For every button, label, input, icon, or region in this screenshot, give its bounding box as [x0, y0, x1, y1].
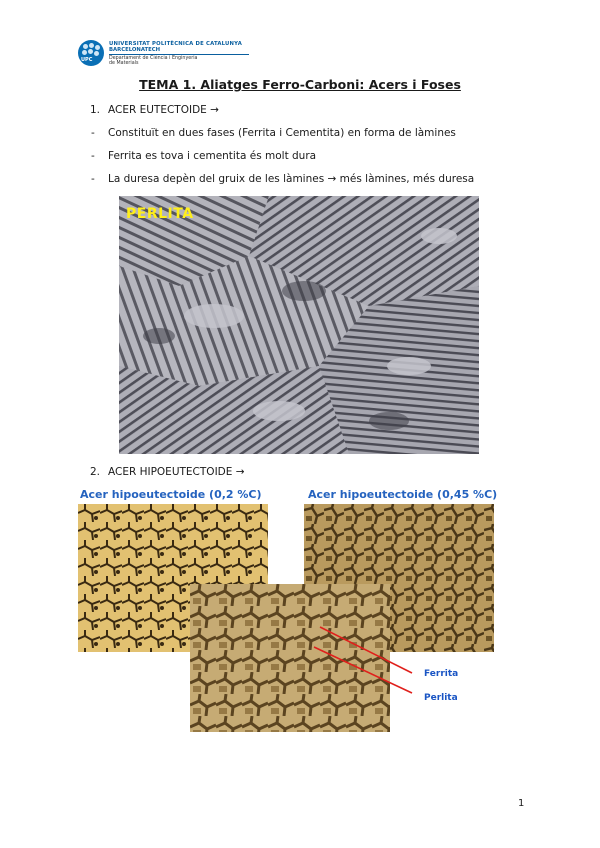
- bullet-marker: -: [91, 150, 95, 162]
- section2-number: 2.: [90, 466, 101, 478]
- bullet-marker: -: [91, 127, 95, 139]
- lamellae-pattern: [119, 196, 479, 454]
- label-perlita: Perlita: [424, 693, 458, 703]
- department-line2: de Materials: [109, 61, 139, 66]
- caption-right: Acer hipoeutectoide (0,45 %C): [308, 488, 498, 501]
- upc-abbrev: UPC: [81, 57, 93, 63]
- perlita-arrow: [314, 647, 412, 693]
- logo-divider: [109, 54, 249, 55]
- upc-logo-mark: [78, 40, 104, 66]
- university-subtitle: BARCELONATECH: [109, 47, 161, 53]
- page-title: TEMA 1. Aliatges Ferro-Carboni: Acers i Foses: [139, 77, 461, 92]
- perlita-micrograph: [119, 196, 479, 454]
- university-name: UNIVERSITAT POLITÈCNICA DE CATALUNYA: [109, 41, 243, 47]
- perlita-label: PERLITA: [126, 206, 194, 222]
- bullet-item: La duresa depèn del gruix de les làmines → més làmines, més duresa: [108, 173, 475, 185]
- section1-number: 1.: [90, 104, 101, 116]
- department-line1: Departament de Ciència i Enginyeria: [109, 56, 198, 61]
- label-ferrita: Ferrita: [424, 669, 459, 679]
- section1-heading: ACER EUTECTOIDE →: [108, 104, 219, 116]
- bullet-item: Ferrita es tova i cementita és molt dura: [108, 150, 317, 162]
- page-number: 1: [518, 798, 525, 809]
- ferrita-arrow: [320, 627, 412, 673]
- bullet-item: Constituït en dues fases (Ferrita i Cementita) en forma de làmines: [108, 127, 456, 139]
- caption-left: Acer hipoeutectoide (0,2 %C): [80, 488, 262, 501]
- upc-logo: [78, 40, 248, 70]
- section2-heading: ACER HIPOEUTECTOIDE →: [108, 466, 245, 478]
- pointer-arrows: [300, 615, 430, 705]
- bullet-marker: -: [91, 173, 95, 185]
